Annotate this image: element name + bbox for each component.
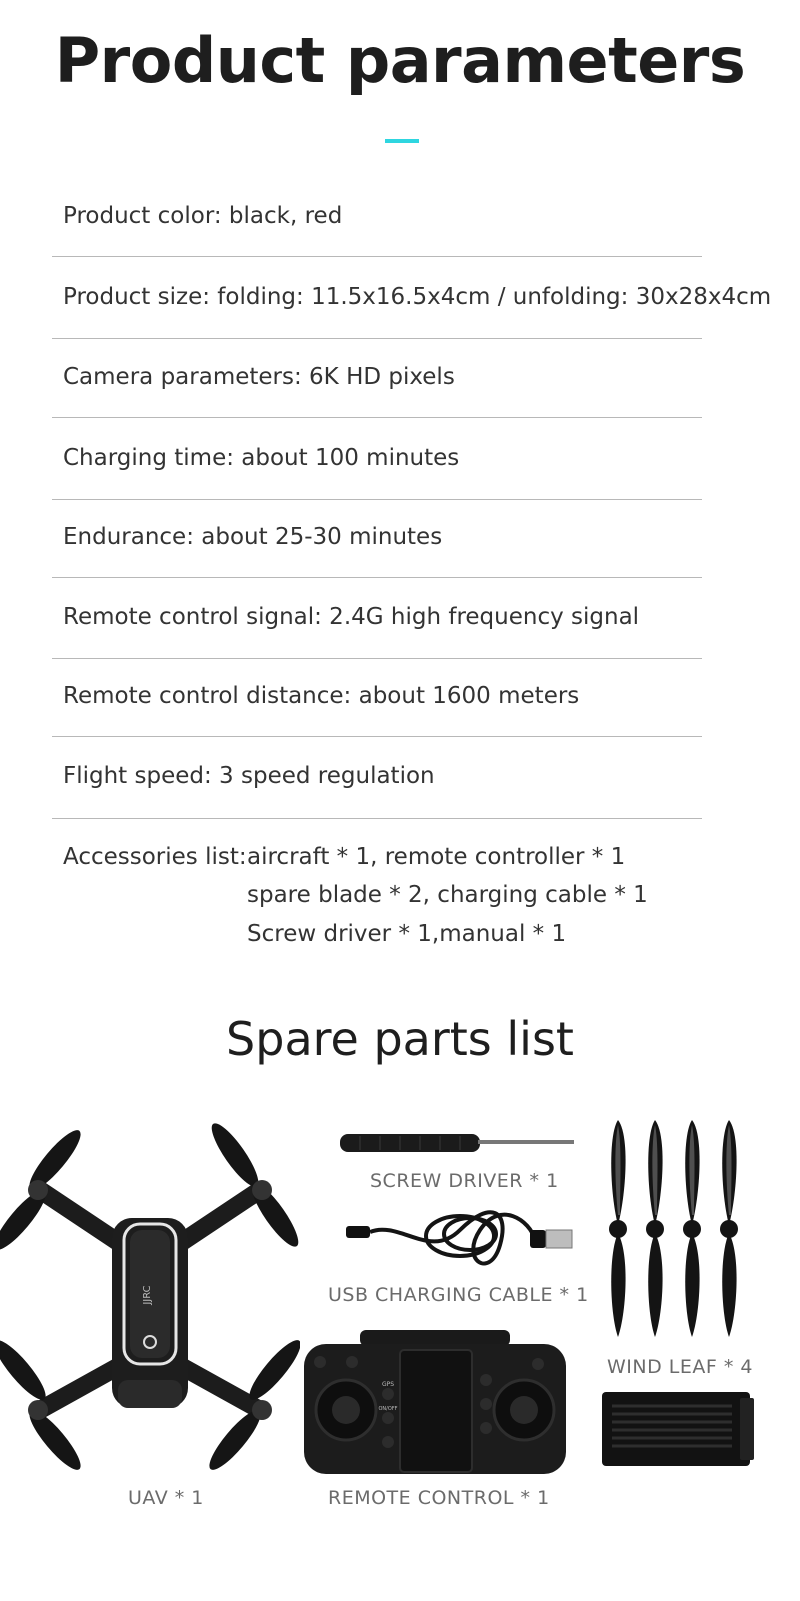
param-divider (52, 256, 702, 257)
remote-control-image (300, 1328, 570, 1478)
param-flight-speed: Flight speed: 3 speed regulation (63, 763, 435, 789)
accessories-label: Accessories list: (63, 844, 247, 870)
param-divider (52, 736, 702, 737)
param-divider (52, 417, 702, 418)
param-divider (52, 338, 702, 339)
param-remote-distance: Remote control distance: about 1600 meters (63, 683, 580, 709)
uav-label: UAV * 1 (128, 1487, 204, 1509)
param-divider (52, 818, 702, 819)
usb-cable-label: USB CHARGING CABLE * 1 (328, 1284, 589, 1306)
wind-leaf-label: WIND LEAF * 4 (607, 1356, 753, 1378)
battery-image (600, 1390, 760, 1470)
accessories-line: spare blade * 2, charging cable * 1 (247, 882, 648, 908)
accessories-line: Screw driver * 1,manual * 1 (247, 921, 567, 947)
propellers-image (600, 1115, 760, 1340)
usb-cable-image (340, 1200, 580, 1270)
remote-power-text: ON/OFF (378, 1406, 398, 1412)
param-camera: Camera parameters: 6K HD pixels (63, 364, 455, 390)
page-title: Product parameters (54, 24, 746, 97)
screwdriver-image (340, 1128, 580, 1158)
drone-brand-text: JJRC (142, 1285, 153, 1305)
remote-control-label: REMOTE CONTROL * 1 (328, 1487, 550, 1509)
param-divider (52, 658, 702, 659)
param-product-color: Product color: black, red (63, 203, 343, 229)
screwdriver-label: SCREW DRIVER * 1 (370, 1170, 559, 1192)
drone-image (0, 1120, 300, 1480)
param-divider (52, 499, 702, 500)
title-accent-bar (385, 139, 419, 143)
param-endurance: Endurance: about 25-30 minutes (63, 524, 443, 550)
param-remote-signal: Remote control signal: 2.4G high frequency signal (63, 604, 640, 630)
remote-gps-text: GPS (381, 1381, 395, 1388)
param-product-size: Product size: folding: 11.5x16.5x4cm / unfolding: 30x28x4cm (63, 284, 772, 310)
param-charging-time: Charging time: about 100 minutes (63, 445, 460, 471)
param-divider (52, 577, 702, 578)
accessories-line: aircraft * 1, remote controller * 1 (247, 844, 626, 870)
spare-parts-title: Spare parts list (226, 1012, 574, 1066)
